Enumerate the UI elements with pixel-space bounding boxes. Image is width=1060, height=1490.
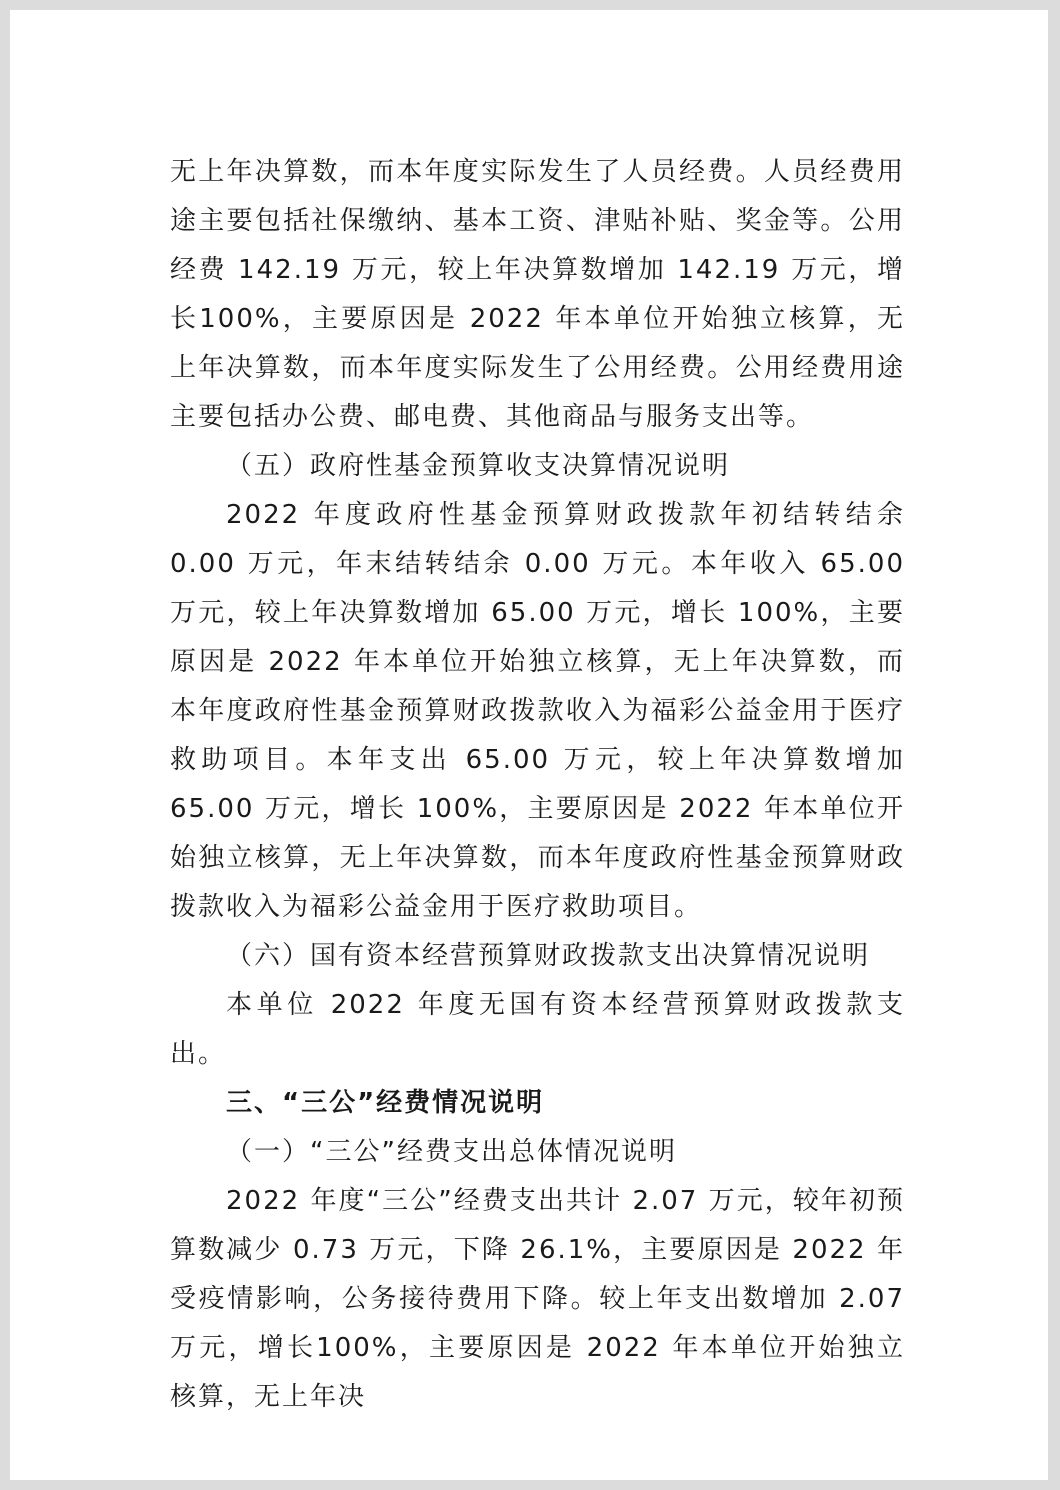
- paragraph-personnel-public-expenses: 无上年决算数，而本年度实际发生了人员经费。人员经费用途主要包括社保缴纳、基本工资、津贴补贴、奖金等。公用经费 142.19 万元，较上年决算数增加 142.19 万元，增长100%，主要原因是 2022 年本单位开始独立核算，无上年决算数，而本年度实际发生了公用经费。公用经费用途主要包括办公费、邮电费、其他商品与服务支出等。: [170, 157, 905, 432]
- section-title-three-public-expenses: 三、“三公”经费情况说明: [226, 1088, 545, 1118]
- heading-state-capital-budget: （六）国有资本经营预算财政拨款支出决算情况说明: [226, 941, 871, 971]
- document-page: [10, 10, 1048, 1480]
- paragraph-government-fund-budget: 2022 年度政府性基金预算财政拨款年初结转结余 0.00 万元，年末结转结余 0.00 万元。本年收入 65.00 万元，较上年决算数增加 65.00 万元，增长 100%，主要原因是 2022 年本单位开始独立核算，无上年决算数，而本年度政府性基金预算财政拨款收入为福彩公益金用于医疗救助项目。本年支出 65.00 万元，较上年决算数增加 65.00 万元，增长 100%，主要原因是 2022 年本单位开始独立核算，无上年决算数，而本年度政府性基金预算财政拨款收入为福彩公益金用于医疗救助项目。: [170, 500, 905, 922]
- document-body: [170, 148, 905, 1422]
- heading-three-public-overall: （一）“三公”经费支出总体情况说明: [226, 1137, 677, 1167]
- paragraph-state-capital-budget: 本单位 2022 年度无国有资本经营预算财政拨款支出。: [170, 990, 905, 1069]
- heading-government-fund-budget: （五）政府性基金预算收支决算情况说明: [226, 451, 731, 481]
- paragraph-three-public-overall: 2022 年度“三公”经费支出共计 2.07 万元，较年初预算数减少 0.73 万元，下降 26.1%，主要原因是 2022 年受疫情影响，公务接待费用下降。较上年支出数增加 2.07 万元，增长100%，主要原因是 2022 年本单位开始独立核算，无上年决: [170, 1186, 905, 1412]
